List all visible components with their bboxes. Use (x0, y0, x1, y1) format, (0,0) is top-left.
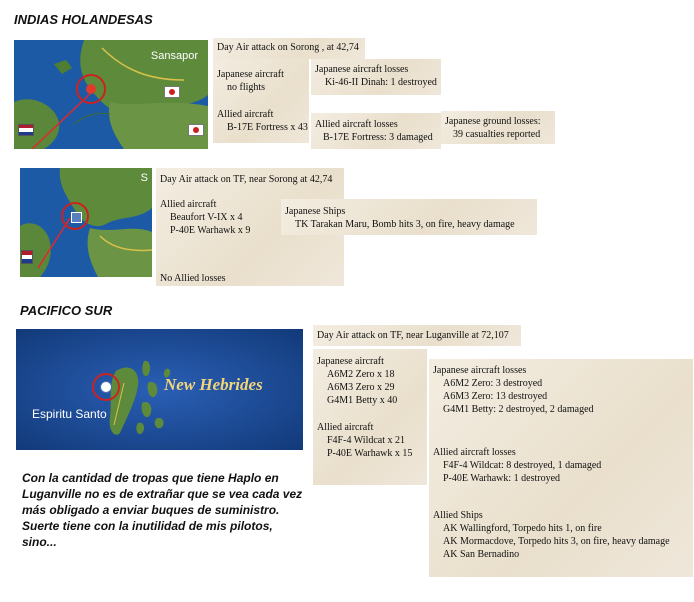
map-sorong[interactable] (14, 40, 208, 149)
target-marker-icon[interactable] (61, 202, 89, 230)
report3-jap-loss-1: A6M3 Zero: 13 destroyed (443, 391, 548, 402)
report1-ground-value: 39 casualties reported (453, 129, 541, 140)
report3-allied-loss-0: F4F-4 Wildcat: 8 destroyed, 1 damaged (443, 460, 602, 471)
report3-jap-loss-2: G4M1 Betty: 2 destroyed, 2 damaged (443, 404, 594, 415)
report3-aircraft-panel (313, 349, 427, 485)
report2-allied-air-header: Allied aircraft (160, 199, 217, 210)
report1-allied-air-value: B-17E Fortress x 43 (227, 122, 308, 133)
map-label-partial: S (140, 172, 148, 184)
report3-jap-loss-0: A6M2 Zero: 3 destroyed (443, 378, 543, 389)
report2-no-losses: No Allied losses (160, 273, 226, 284)
report2-ships-header: Japanese Ships (285, 206, 346, 217)
report1-allied-loss-panel (311, 113, 441, 149)
map-label-espiritu-santo: Espiritu Santo (32, 407, 107, 421)
map-label-sansapor: Sansapor (150, 50, 198, 62)
report3-ships-header: Allied Ships (433, 510, 483, 521)
section-heading-indias: INDIAS HOLANDESAS (14, 12, 153, 27)
report2-title: Day Air attack on TF, near Sorong at 42,74 (160, 174, 333, 185)
report3-allied-air-0: F4F-4 Wildcat x 21 (327, 435, 406, 446)
report3-allied-air-1: P-40E Warhawk x 15 (327, 448, 413, 459)
map-sorong-tf[interactable] (20, 168, 152, 277)
report1-jap-air-value: no flights (227, 82, 266, 93)
report3-title-panel (313, 325, 521, 346)
japanese-flag-icon (164, 86, 180, 98)
forum-comment: Con la cantidad de tropas que tiene Haplo en Luganville no es de extrañar que se vea cada vez más obligado a enviar buques de suministro. Suerte tiene con la inutilidad de mis pilotos, sino... (22, 471, 303, 549)
target-marker-icon[interactable] (76, 74, 106, 104)
report1-allied-loss-header: Allied aircraft losses (315, 119, 398, 130)
report3-allied-loss-1: P-40E Warhawk: 1 destroyed (443, 473, 561, 484)
report1-ground-panel (441, 111, 555, 144)
japanese-flag-icon (188, 124, 204, 136)
report3-jap-air-1: A6M3 Zero x 29 (327, 382, 395, 393)
report1-title-panel (213, 38, 365, 59)
report3-ship-0: AK Wallingford, Torpedo hits 1, on fire (443, 523, 602, 534)
report2-ships-panel (281, 199, 537, 235)
report3-jap-air-0: A6M2 Zero x 18 (327, 369, 395, 380)
report2-allied-air-2: P-40E Warhawk x 9 (170, 225, 251, 236)
report3-title: Day Air attack on TF, near Luganville at 72,107 (317, 330, 509, 341)
dutch-flag-icon (21, 250, 33, 264)
map-new-hebrides[interactable] (16, 329, 303, 450)
report3-losses-panel (429, 359, 693, 577)
report1-aircraft-panel (213, 59, 309, 143)
report3-allied-air-header: Allied aircraft (317, 422, 374, 433)
report1-title: Day Air attack on Sorong , at 42,74 (217, 42, 359, 53)
report1-jap-loss-panel (311, 59, 441, 95)
target-marker-icon[interactable] (92, 373, 120, 401)
section-heading-pacifico: PACIFICO SUR (20, 303, 113, 318)
report3-jap-loss-header: Japanese aircraft losses (433, 365, 527, 376)
report3-jap-air-2: G4M1 Betty x 40 (327, 395, 398, 406)
report3-ship-1: AK Mormacdove, Torpedo hits 3, on fire, heavy damage (443, 536, 670, 547)
report2-ships-value: TK Tarakan Maru, Bomb hits 3, on fire, heavy damage (295, 219, 515, 230)
report1-allied-air-header: Allied aircraft (217, 109, 274, 120)
map-label-new-hebrides: New Hebrides (164, 375, 263, 394)
report3-ship-2: AK San Bernadino (443, 549, 520, 560)
report2-allied-air-1: Beaufort V-IX x 4 (170, 212, 243, 223)
report3-jap-air-header: Japanese aircraft (317, 356, 384, 367)
report1-jap-loss-header: Japanese aircraft losses (315, 64, 409, 75)
report3-allied-loss-header: Allied aircraft losses (433, 447, 516, 458)
report1-allied-loss-value: B-17E Fortress: 3 damaged (323, 132, 433, 143)
report1-ground-header: Japanese ground losses: (445, 116, 541, 127)
report1-jap-loss-value: Ki-46-II Dinah: 1 destroyed (325, 77, 437, 88)
report1-jap-air-header: Japanese aircraft (217, 69, 284, 80)
dutch-flag-icon (18, 124, 34, 136)
